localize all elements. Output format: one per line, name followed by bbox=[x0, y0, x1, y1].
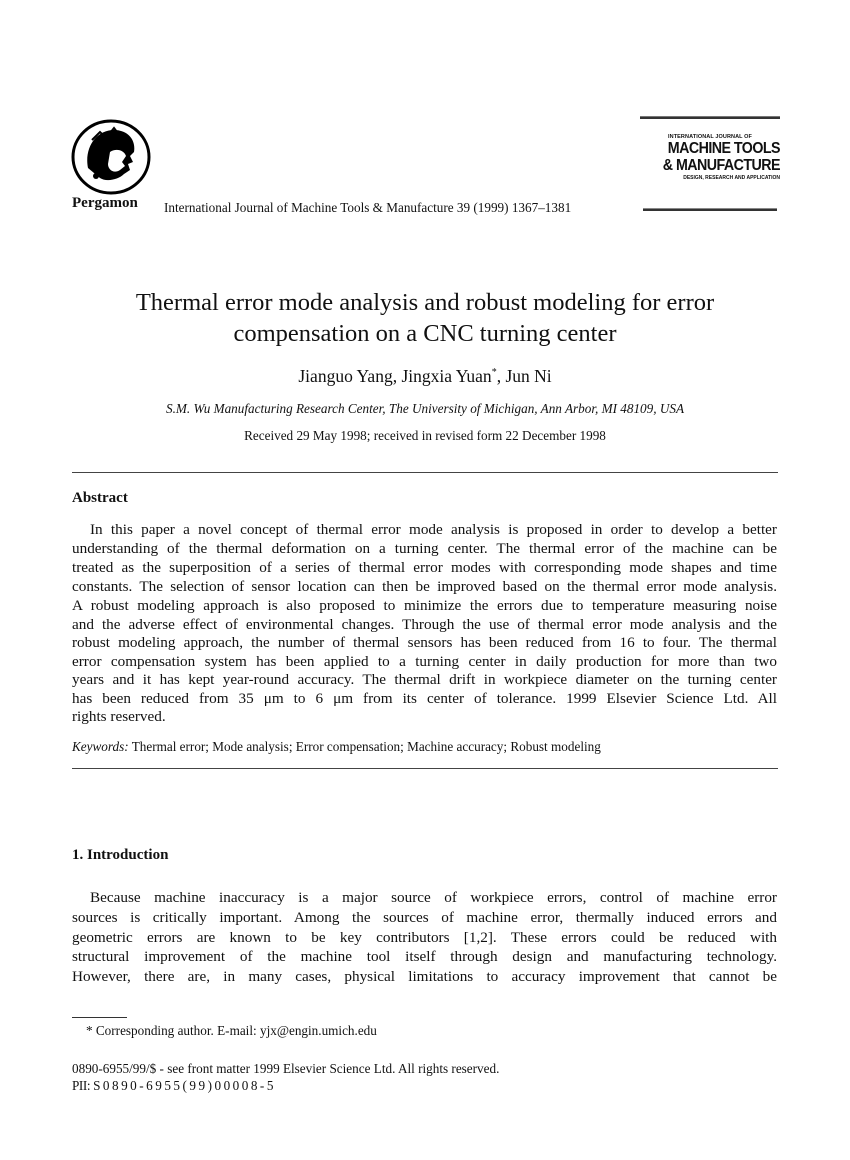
affiliation: S.M. Wu Manufacturing Research Center, The University of Michigan, Ann Arbor, MI 48109, USA bbox=[165, 401, 685, 416]
abstract-line: error compensation system has been applied to a turning center in daily production for more than two bbox=[72, 653, 777, 670]
abstract-line: treated as the superposition of a series of thermal error modes with corresponding mode shapes and time bbox=[72, 559, 777, 576]
front-matter-issn: 0890-6955/99/$ - see front matter 1999 Elsevier Science Ltd. All rights reserved. bbox=[72, 1061, 500, 1076]
introduction-line: However, there are, in many cases, physical limitations to accuracy improvement that cannot be bbox=[72, 968, 777, 985]
journal-logo-top-rule bbox=[640, 116, 780, 119]
section-heading-introduction: 1. Introduction bbox=[72, 847, 169, 863]
keywords bbox=[72, 739, 777, 755]
abstract-top-rule bbox=[72, 472, 778, 473]
corresponding-author-mark[interactable]: * bbox=[491, 367, 497, 379]
front-matter-pii: PII: S 0 8 9 0 - 6 9 5 5 ( 9 9 ) 0 0 0 0 8 - 5 bbox=[72, 1078, 274, 1093]
footnote-corresponding-author: * Corresponding author. E-mail: yjx@engin.umich.edu bbox=[86, 1023, 377, 1038]
received-dates: Received 29 May 1998; received in revised form 22 December 1998 bbox=[244, 428, 606, 443]
introduction-line: geometric errors are known to be key contributors [1,2]. These errors could be reduced with bbox=[72, 929, 777, 946]
article-title-line-1: Thermal error mode analysis and robust modeling for error bbox=[135, 289, 715, 316]
introduction-line: Because machine inaccuracy is a major source of workpiece errors, control of machine error bbox=[90, 889, 777, 906]
introduction-line: sources is critically important. Among the sources of machine error, thermally induced errors and bbox=[72, 909, 777, 926]
authors bbox=[60, 366, 790, 387]
abstract-heading: Abstract bbox=[72, 490, 128, 506]
abstract-line: has been reduced from 35 μm to 6 μm from its center of tolerance. 1999 Elsevier Science Ltd. All bbox=[72, 690, 777, 707]
abstract-line: and the adverse effect of environmental changes. Through the use of thermal error mode analysis and the bbox=[72, 616, 777, 633]
abstract-line: In this paper a novel concept of thermal error mode analysis is proposed in order to develop a better bbox=[90, 521, 777, 538]
journal-logo-top-text: INTERNATIONAL JOURNAL OF bbox=[668, 134, 752, 140]
keywords-list: Thermal error; Mode analysis; Error compensation; Machine accuracy; Robust modeling bbox=[131, 739, 601, 754]
introduction-line: structural improvement of the machine tool itself through design and manufacturing technology. bbox=[72, 948, 777, 965]
abstract-line: rights reserved. bbox=[72, 708, 166, 725]
journal-logo-subtitle: DESIGN, RESEARCH AND APPLICATION bbox=[683, 175, 780, 181]
journal-logo-bottom-rule bbox=[643, 208, 777, 211]
abstract-line: understanding of the thermal deformation on a turning center. The thermal error of the machine can be bbox=[72, 540, 777, 557]
abstract-bottom-rule bbox=[72, 768, 778, 769]
publisher-name: Pergamon bbox=[72, 195, 138, 211]
pergamon-logo-icon bbox=[70, 118, 152, 196]
abstract-line: robust modeling approach, the number of thermal sensors has been reduced from 16 to four. The thermal bbox=[72, 634, 777, 651]
abstract-line: A robust modeling approach is also proposed to minimize the errors due to temperature measuring noise bbox=[72, 597, 777, 614]
article-title-line-2: compensation on a CNC turning center bbox=[233, 320, 617, 347]
keywords-label: Keywords: bbox=[72, 739, 129, 754]
article-title bbox=[60, 287, 790, 349]
authors-names-last: , Jun Ni bbox=[496, 366, 552, 386]
journal-logo bbox=[640, 116, 780, 181]
journal-logo-line1: MACHINE TOOLS bbox=[667, 140, 780, 157]
abstract-line: constants. The selection of sensor location can then be improved based on the thermal error mode analysis. bbox=[72, 578, 777, 595]
footnote-rule bbox=[72, 1017, 127, 1018]
abstract-line: years and it has kept year-round accuracy. The thermal drift in workpiece diameter on the turning center bbox=[72, 671, 777, 688]
journal-logo-line2: & MANUFACTURE bbox=[662, 157, 780, 174]
authors-names: Jianguo Yang, Jingxia Yuan bbox=[298, 366, 492, 386]
journal-citation: International Journal of Machine Tools & Manufacture 39 (1999) 1367–1381 bbox=[164, 200, 572, 215]
